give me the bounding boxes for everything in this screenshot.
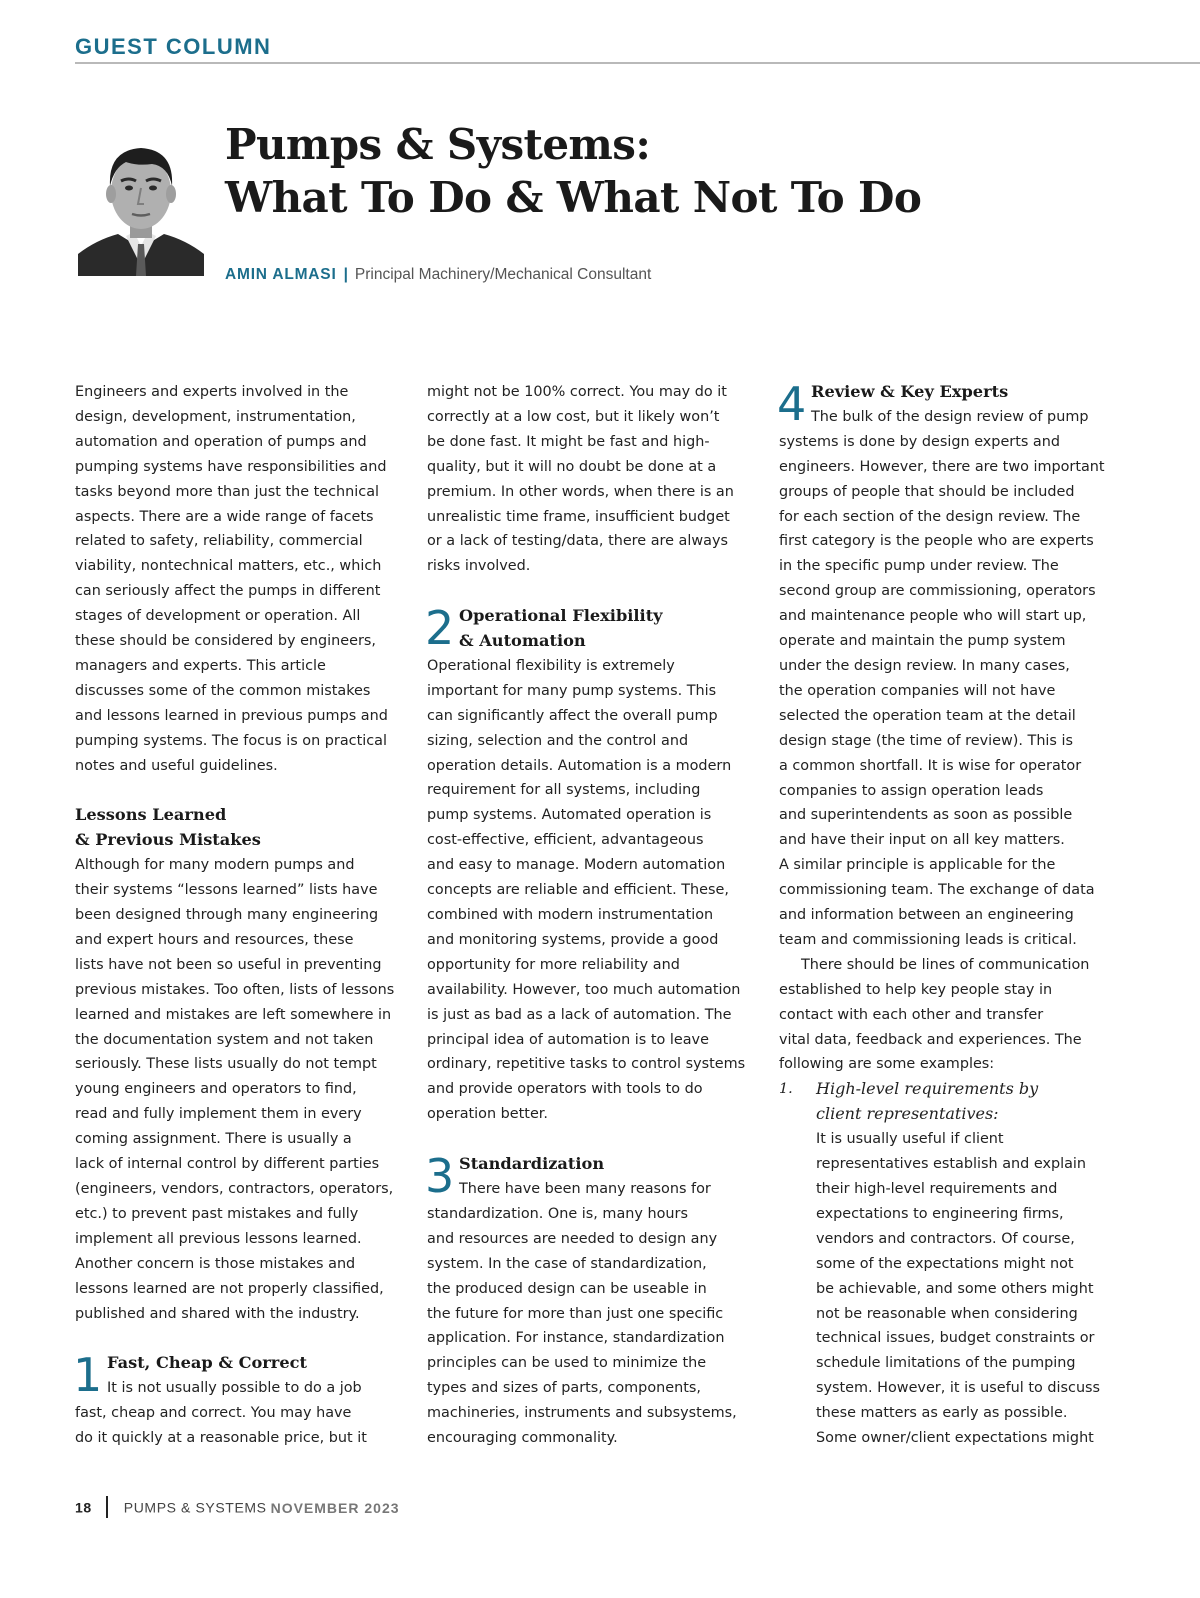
list-item-title	[816, 1077, 1109, 1127]
text-line: system. However, it is useful to discuss	[816, 1380, 1101, 1397]
section-2-heading	[427, 604, 757, 654]
text-line: selected the operation team at the detail	[779, 707, 1076, 724]
text-line: pump systems. Automated operation is	[427, 807, 712, 824]
section-1-paragraph	[75, 1376, 405, 1451]
text-line: A similar principle is applicable for the	[779, 857, 1056, 874]
section-4-paragraph	[779, 405, 1109, 953]
header-divider	[75, 62, 1200, 64]
text-line: contact with each other and transfer	[779, 1006, 1044, 1023]
text-line: cost-effective, efficient, advantageous	[427, 832, 704, 849]
text-line: engineers. However, there are two important	[779, 458, 1105, 475]
section-4	[777, 377, 1109, 953]
text-line: first category is the people who are experts	[779, 533, 1094, 550]
text-line: vital data, feedback and experiences. The	[779, 1031, 1082, 1048]
text-line: There should be lines of communication	[801, 956, 1090, 973]
column-2	[427, 380, 757, 1451]
lessons-heading-line-2: & Previous Mistakes	[75, 830, 261, 850]
text-line: and superintendents as soon as possible	[779, 807, 1073, 824]
text-line: related to safety, reliability, commercial	[75, 533, 363, 550]
section-3-number: 3	[425, 1149, 455, 1204]
text-line: young engineers and operators to find,	[75, 1081, 357, 1098]
text-line: tasks beyond more than just the technical	[75, 483, 380, 500]
text-line: representatives establish and explain	[816, 1156, 1087, 1173]
text-line: machineries, instruments and subsystems,	[427, 1405, 737, 1422]
text-line: the documentation system and not taken	[75, 1031, 374, 1048]
text-line: a common shortfall. It is wise for operator	[779, 757, 1082, 774]
text-line: system. In the case of standardization,	[427, 1255, 707, 1272]
column-3	[777, 377, 1109, 1451]
text-line: pumping systems have responsibilities and	[75, 458, 387, 475]
text-line: There have been many reasons for	[459, 1180, 711, 1197]
text-line: operation details. Automation is a modern	[427, 757, 732, 774]
text-line: Operational flexibility is extremely	[427, 657, 675, 674]
text-line: viability, nontechnical matters, etc., which	[75, 558, 382, 575]
text-line: systems is done by design experts and	[779, 433, 1061, 450]
text-line: It is not usually possible to do a job	[107, 1380, 362, 1397]
text-line: can seriously affect the pumps in different	[75, 583, 381, 600]
section-2-paragraph	[427, 654, 757, 1127]
section-3	[425, 1149, 757, 1451]
text-line: schedule limitations of the pumping	[816, 1355, 1076, 1372]
text-line: commissioning team. The exchange of data	[779, 882, 1095, 899]
text-line: might not be 100% correct. You may do it	[427, 384, 727, 400]
text-line: and monitoring systems, provide a good	[427, 931, 719, 948]
text-line: Although for many modern pumps and	[75, 857, 355, 874]
text-line: the produced design can be useable in	[427, 1280, 707, 1297]
section-2-heading-line-1: Operational Flexibility	[459, 606, 663, 626]
text-line: not be reasonable when considering	[816, 1305, 1078, 1322]
text-line: be done fast. It might be fast and high-	[427, 433, 710, 450]
text-line: design stage (the time of review). This is	[779, 732, 1074, 749]
text-line: and resources are needed to design any	[427, 1230, 718, 1247]
text-line: second group are commissioning, operators	[779, 583, 1096, 600]
section-1	[73, 1348, 405, 1451]
section-1-paragraph-continued	[427, 380, 757, 579]
text-line: types and sizes of parts, components,	[427, 1380, 701, 1397]
byline-separator: |	[343, 266, 348, 283]
lessons-heading-line-1: Lessons Learned	[75, 805, 227, 825]
text-line: opportunity for more reliability and	[427, 956, 680, 973]
text-line: Some owner/client expectations might	[816, 1430, 1094, 1447]
text-line: premium. In other words, when there is an	[427, 483, 734, 500]
text-line: some of the expectations might not	[816, 1255, 1074, 1272]
text-line: can significantly affect the overall pump	[427, 707, 718, 724]
author-portrait	[78, 136, 204, 276]
section-1-number: 1	[73, 1348, 103, 1403]
author-name: AMIN ALMASI	[225, 266, 337, 283]
text-line: operation better.	[427, 1106, 548, 1123]
text-line: groups of people that should be included	[779, 483, 1075, 500]
section-4-number: 4	[777, 377, 807, 431]
text-line: important for many pump systems. This	[427, 682, 717, 699]
text-line: aspects. There are a wide range of facets	[75, 508, 374, 525]
text-line: team and commissioning leads is critical.	[779, 931, 1077, 948]
text-line: following are some examples:	[779, 1056, 995, 1073]
section-1-heading: Fast, Cheap & Correct	[107, 1353, 307, 1373]
section-4-heading: Review & Key Experts	[811, 382, 1009, 401]
text-line: and have their input on all key matters.	[779, 832, 1065, 849]
text-line: implement all previous lessons learned.	[75, 1230, 362, 1247]
text-line: discusses some of the common mistakes	[75, 682, 371, 699]
text-line: and provide operators with tools to do	[427, 1081, 703, 1098]
column-1	[75, 380, 405, 1451]
byline	[225, 266, 651, 284]
text-line: operate and maintain the pump system	[779, 633, 1066, 650]
text-line: coming assignment. There is usually a	[75, 1131, 352, 1148]
list-item-title-line-2: client representatives:	[816, 1104, 999, 1124]
text-line: managers and experts. This article	[75, 657, 326, 674]
intro-paragraph	[75, 380, 405, 779]
text-line: correctly at a low cost, but it likely won’t	[427, 408, 720, 425]
text-line: and lessons learned in previous pumps and	[75, 707, 388, 724]
text-line: the operation companies will not have	[779, 682, 1056, 699]
text-line: learned and mistakes are left somewhere in	[75, 1006, 392, 1023]
text-line: seriously. These lists usually do not tempt	[75, 1056, 377, 1073]
text-line: It is usually useful if client	[816, 1131, 1004, 1148]
text-line: design, development, instrumentation,	[75, 408, 356, 425]
article-title	[225, 118, 1125, 224]
page-number: 18	[75, 1499, 92, 1516]
section-2-heading-line-2: & Automation	[459, 631, 586, 651]
text-line: application. For instance, standardization	[427, 1330, 725, 1347]
text-line: (engineers, vendors, contractors, operators,	[75, 1180, 394, 1197]
text-line: encouraging commonality.	[427, 1430, 618, 1447]
issue-date: NOVEMBER 2023	[270, 1499, 400, 1516]
list-item-body	[816, 1127, 1109, 1451]
text-line: lack of internal control by different parties	[75, 1156, 380, 1173]
text-line: and maintenance people who will start up,	[779, 608, 1087, 625]
list-item-marker: 1.	[779, 1081, 793, 1098]
text-line: technical issues, budget constraints or	[816, 1330, 1095, 1347]
text-line: be achievable, and some others might	[816, 1280, 1094, 1297]
text-line: principles can be used to minimize the	[427, 1355, 707, 1372]
text-line: these should be considered by engineers,	[75, 633, 376, 650]
text-line: pumping systems. The focus is on practical	[75, 732, 387, 749]
text-line: lists have not been so useful in preventing	[75, 956, 382, 973]
section-label: GUEST COLUMN	[75, 34, 272, 59]
text-line: their high-level requirements and	[816, 1181, 1058, 1197]
text-line: established to help key people stay in	[779, 981, 1053, 998]
text-line: The bulk of the design review of pump	[811, 408, 1089, 425]
text-line: fast, cheap and correct. You may have	[75, 1405, 352, 1422]
text-line: for each section of the design review. The	[779, 508, 1081, 525]
list-item	[779, 1077, 1109, 1451]
title-line-2: What To Do & What Not To Do	[225, 173, 922, 222]
section-2	[425, 601, 757, 1127]
text-line: risks involved.	[427, 558, 531, 575]
text-line: and information between an engineering	[779, 907, 1074, 924]
text-line: do it quickly at a reasonable price, but it	[75, 1430, 367, 1447]
text-line: concepts are reliable and efficient. These,	[427, 882, 729, 899]
text-line: ordinary, repetitive tasks to control systems	[427, 1056, 746, 1073]
text-line: automation and operation of pumps and	[75, 433, 367, 450]
title-line-1: Pumps & Systems:	[225, 120, 651, 169]
text-line: principal idea of automation is to leave	[427, 1031, 709, 1048]
page-footer	[75, 1498, 400, 1520]
section-4-paragraph-2	[779, 953, 1109, 1078]
footer-divider	[106, 1496, 108, 1518]
text-line: is just as bad as a lack of automation. The	[427, 1006, 732, 1023]
text-line: etc.) to prevent past mistakes and fully	[75, 1205, 359, 1222]
text-line: expectations to engineering firms,	[816, 1205, 1064, 1222]
author-role: Principal Machinery/Mechanical Consultant	[354, 266, 652, 283]
author-portrait-image	[78, 136, 204, 276]
text-line: stages of development or operation. All	[75, 608, 361, 625]
text-line: Engineers and experts involved in the	[75, 384, 349, 400]
text-line: in the specific pump under review. The	[779, 558, 1059, 575]
lessons-paragraph	[75, 853, 405, 1326]
lessons-heading	[75, 803, 405, 853]
section-3-paragraph	[427, 1177, 757, 1451]
text-line: under the design review. In many cases,	[779, 657, 1070, 674]
text-line: sizing, selection and the control and	[427, 732, 689, 749]
text-line: Another concern is those mistakes and	[75, 1255, 356, 1272]
text-line: requirement for all systems, including	[427, 782, 701, 799]
text-line: previous mistakes. Too often, lists of lessons	[75, 981, 395, 998]
text-line: or a lack of testing/data, there are always	[427, 533, 728, 550]
text-line: published and shared with the industry.	[75, 1305, 360, 1322]
text-line: companies to assign operation leads	[779, 782, 1044, 799]
text-line: unrealistic time frame, insufficient budget	[427, 508, 730, 525]
text-line: and easy to manage. Modern automation	[427, 857, 726, 874]
text-line: and expert hours and resources, these	[75, 931, 354, 948]
text-line: lessons learned are not properly classified,	[75, 1280, 384, 1297]
text-line: been designed through many engineering	[75, 907, 379, 924]
text-line: read and fully implement them in every	[75, 1106, 362, 1123]
text-line: notes and useful guidelines.	[75, 757, 278, 774]
text-line: the future for more than just one specific	[427, 1305, 724, 1322]
list-item-title-line-1: High-level requirements by	[816, 1079, 1039, 1099]
text-line: these matters as early as possible.	[816, 1405, 1068, 1422]
text-line: availability. However, too much automation	[427, 981, 741, 998]
text-line: standardization. One is, many hours	[427, 1205, 688, 1222]
text-line: quality, but it will no doubt be done at a	[427, 458, 717, 475]
text-line: their systems “lessons learned” lists have	[75, 882, 378, 899]
text-line: vendors and contractors. Of course,	[816, 1230, 1075, 1247]
section-3-heading: Standardization	[459, 1154, 605, 1174]
text-line: combined with modern instrumentation	[427, 907, 714, 924]
section-2-number: 2	[425, 601, 455, 656]
publication-name: PUMPS & SYSTEMS	[123, 1499, 267, 1516]
